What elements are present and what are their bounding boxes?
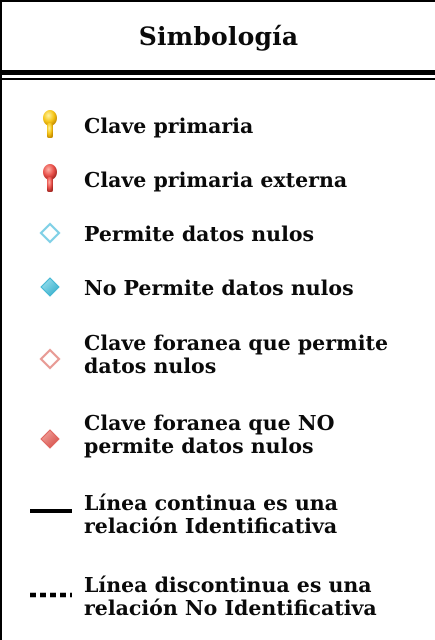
not-null-diamond-icon — [30, 268, 74, 312]
primary-key-icon — [30, 104, 74, 148]
legend-item-label: Línea discontinua es una relación No Identificativa — [84, 573, 377, 620]
legend-item-label: Clave primaria externa — [84, 168, 348, 192]
dashed-line-icon — [30, 574, 74, 618]
legend-item-label: Clave foranea que NO permite datos nulos — [84, 411, 335, 458]
nullable-foreign-key-diamond-icon — [30, 340, 74, 384]
legend-item-label: Permite datos nulos — [84, 222, 315, 246]
foreign-primary-key-icon — [30, 158, 74, 202]
nullable-diamond-icon — [30, 214, 74, 258]
header-divider-thin — [2, 78, 435, 80]
legend-item-label: No Permite datos nulos — [84, 276, 354, 300]
solid-line-icon — [30, 492, 74, 536]
header-divider-thick — [2, 70, 435, 75]
legend-item-label: Línea continua es una relación Identificativa — [84, 491, 338, 538]
legend-item-label: Clave foranea que permite datos nulos — [84, 331, 389, 378]
legend-item-label: Clave primaria — [84, 114, 254, 138]
legend-title: Simbología — [138, 21, 299, 51]
legend-header — [2, 2, 435, 70]
not-null-foreign-key-diamond-icon — [30, 420, 74, 464]
